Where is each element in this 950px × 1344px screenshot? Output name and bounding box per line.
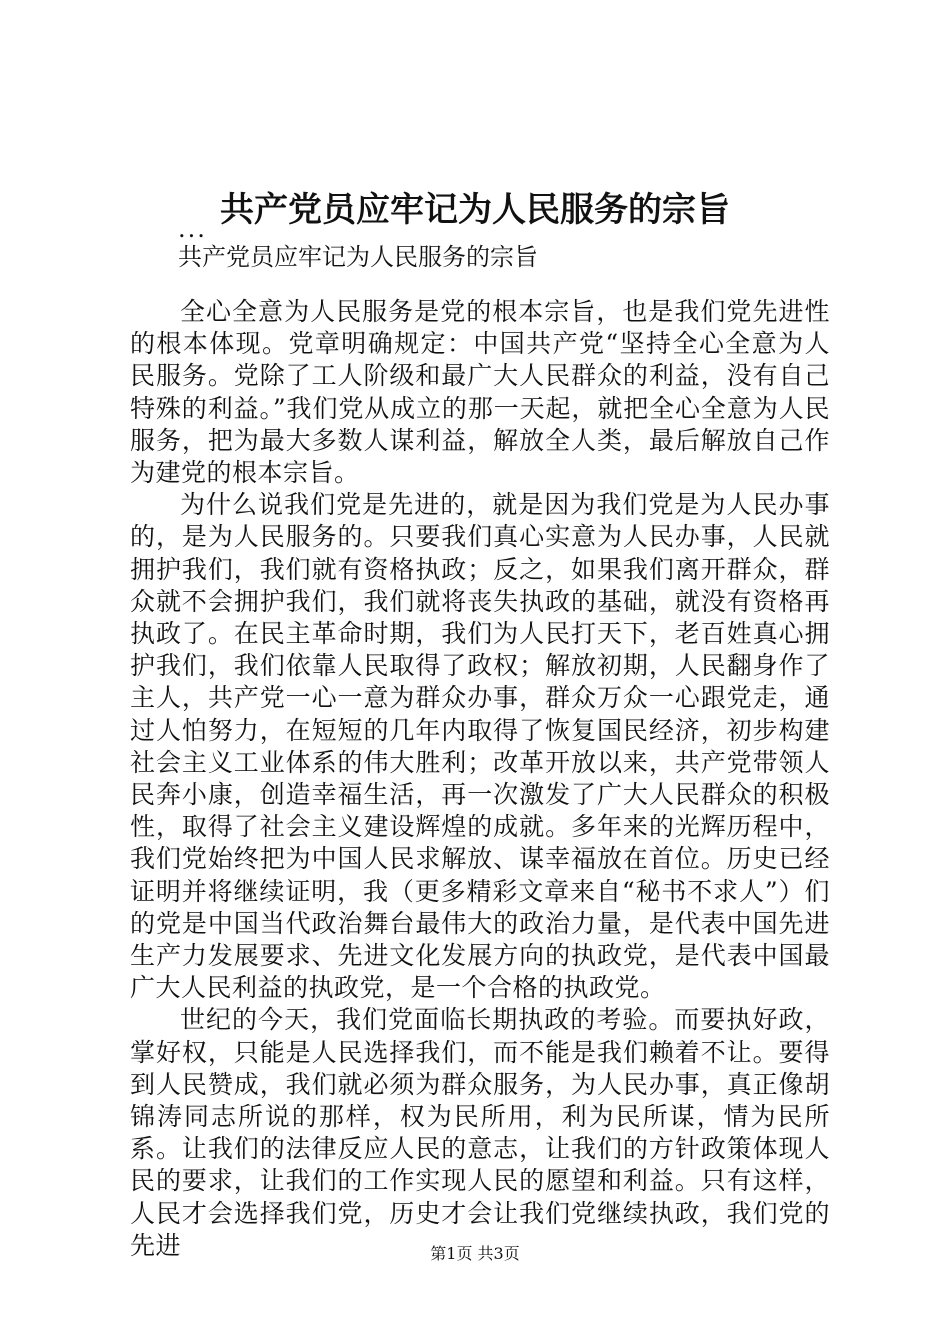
- ellipsis-marker: ...: [178, 215, 207, 243]
- paragraph-1: 全心全意为人民服务是党的根本宗旨，也是我们党先进性的根本体现。党章明确规定：中国共产党“坚持全心全意为人民服务。党除了工人阶级和最广大人民群众的利益，没有自己特殊的利益。”我们党从成立的那一天起，就把全心全意为人民服务，把为最大多数人谋利益，解放全人类，最后解放自己作为建党的根本宗旨。: [130, 297, 830, 488]
- paragraph-2: 为什么说我们党是先进的，就是因为我们党是为人民办事的，是为人民服务的。只要我们真心实意为人民办事，人民就拥护我们，我们就有资格执政；反之，如果我们离开群众，群众就不会拥护我们，我们就将丧失执政的基础，就没有资格再执政了。在民主革命时期，我们为人民打天下，老百姓真心拥护我们，我们依靠人民取得了政权；解放初期，人民翻身作了主人，共产党一心一意为群众办事，群众万众一心跟党走，通过人怕努力，在短短的几年内取得了恢复国民经济，初步构建社会主义工业体系的伟大胜利；改革开放以来，共产党带领人民奔小康，创造幸福生活，再一次激发了广大人民群众的积极性，取得了社会主义建设辉煌的成就。多年来的光辉历程中，我们党始终把为中国人民求解放、谋幸福放在首位。历史已经证明并将继续证明，我（更多精彩文章来自“秘书不求人”）们的党是中国当代政治舞台最伟大的政治力量，是代表中国先进生产力发展要求、先进文化发展方向的执政党，是代表中国最广大人民利益的执政党，是一个合格的执政党。: [130, 490, 830, 1003]
- document-title: 共产党员应牢记为人民服务的宗旨: [220, 190, 730, 230]
- document-subtitle: 共产党员应牢记为人民服务的宗旨: [178, 243, 538, 271]
- page-footer: 第1页 共3页: [430, 1244, 520, 1263]
- document-body: [130, 296, 830, 1262]
- paragraph-3: 世纪的今天，我们党面临长期执政的考验。而要执好政，掌好权，只能是人民选择我们，而不能是我们赖着不让。要得到人民赞成，我们就必须为群众服务，为人民办事，真正像胡锦涛同志所说的那样，权为民所用，利为民所谋，情为民所系。让我们的法律反应人民的意志，让我们的方针政策体现人民的要求，让我们的工作实现人民的愿望和利益。只有这样，人民才会选择我们党，历史才会让我们党继续执政，我们党的先进: [130, 1005, 830, 1260]
